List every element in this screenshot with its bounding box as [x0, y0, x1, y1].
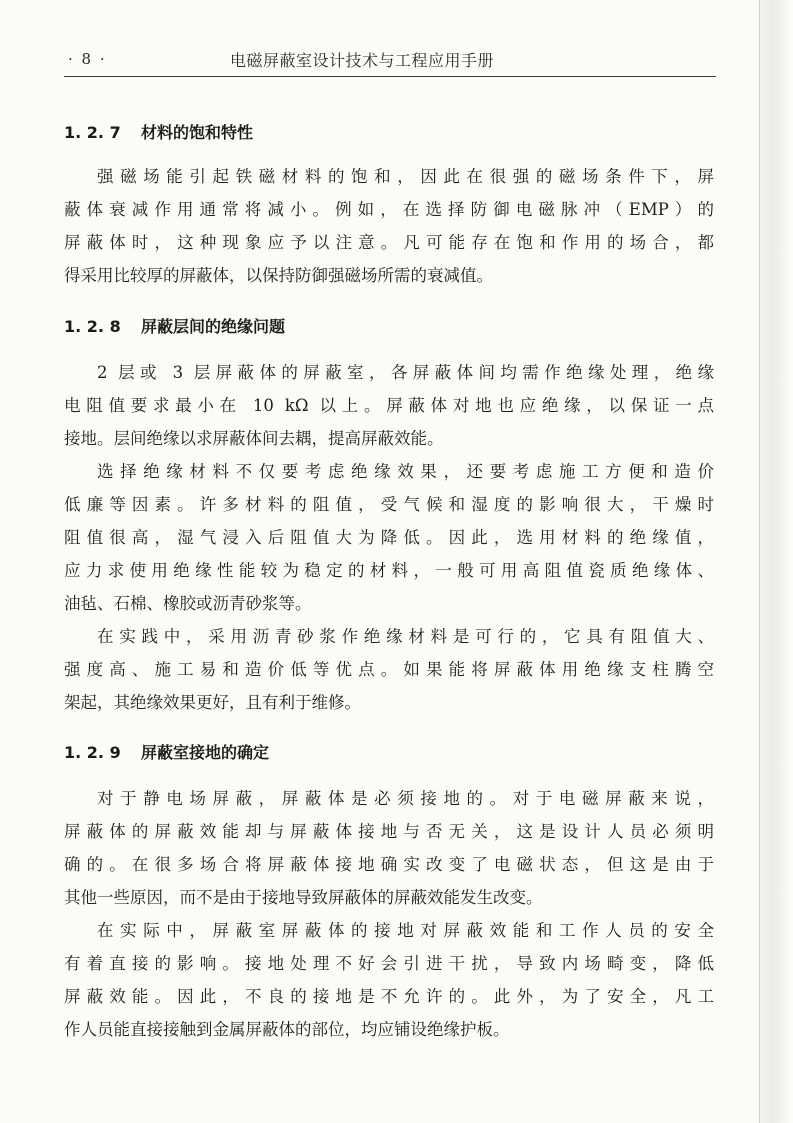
paragraph-line: 电阻值要求最小在 10 kΩ 以上。屏蔽体对地也应绝缘，以保证一点	[64, 396, 714, 415]
paragraph-line: 应力求使用绝缘性能较为稳定的材料，一般可用高阻值瓷质绝缘体、	[64, 561, 714, 580]
paragraph-line: 低廉等因素。许多材料的阻值，受气候和湿度的影响很大，干燥时	[64, 495, 714, 514]
section-heading-1-2-9	[64, 740, 269, 764]
paragraph-line: 屏蔽体的屏蔽效能却与屏蔽体接地与否无关，这是设计人员必须明	[64, 822, 714, 841]
paragraph-line: 在实践中，采用沥青砂浆作绝缘材料是可行的，它具有阻值大、	[97, 627, 714, 646]
paragraph-line: 得采用比较厚的屏蔽体，以保持防御强磁场所需的衰减值。	[64, 266, 493, 285]
paragraph-line: 蔽体衰减作用通常将减小。例如，在选择防御电磁脉冲（EMP）的	[64, 200, 714, 219]
running-header	[64, 44, 714, 74]
book-title: 电磁屏蔽室设计技术与工程应用手册	[230, 51, 495, 70]
paragraph-line: 确的。在很多场合将屏蔽体接地确实改变了电磁状态，但这是由于	[64, 855, 714, 874]
paragraph-line: 选择绝缘材料不仅要考虑绝缘效果，还要考虑施工方便和造价	[97, 462, 714, 481]
section-title: 屏蔽层间的绝缘问题	[141, 317, 286, 336]
paragraph-line: 对于静电场屏蔽，屏蔽体是必须接地的。对于电磁屏蔽来说，	[97, 789, 714, 808]
section-number: 1. 2. 7	[64, 123, 121, 142]
paragraph-line: 在实际中，屏蔽室屏蔽体的接地对屏蔽效能和工作人员的安全	[97, 921, 714, 940]
paragraph-line: 油毡、石棉、橡胶或沥青砂浆等。	[64, 594, 312, 613]
section-number: 1. 2. 8	[64, 317, 121, 336]
paragraph-line: 屏蔽体时，这种现象应予以注意。凡可能存在饱和作用的场合，都	[64, 233, 714, 252]
paragraph-line: 强磁场能引起铁磁材料的饱和，因此在很强的磁场条件下，屏	[97, 167, 714, 186]
section-heading-1-2-7	[64, 120, 253, 144]
paragraph-line: 屏蔽效能。因此，不良的接地是不允许的。此外，为了安全，凡工	[64, 987, 714, 1006]
paragraph-line: 作人员能直接接触到金属屏蔽体的部位，均应铺设绝缘护板。	[64, 1020, 510, 1039]
paragraph-line: 强度高、施工易和造价低等优点。如果能将屏蔽体用绝缘支柱腾空	[64, 660, 714, 679]
paragraph-line: 阻值很高，湿气浸入后阻值大为降低。因此，选用材料的绝缘值，	[64, 528, 714, 547]
paragraph-line: 架起，其绝缘效果更好，且有利于维修。	[64, 693, 361, 712]
paragraph-line: 有着直接的影响。接地处理不好会引进干扰，导致内场畸变，降低	[64, 954, 714, 973]
paragraph-line: 其他一些原因，而不是由于接地导致屏蔽体的屏蔽效能发生改变。	[64, 888, 543, 907]
page-binding-edge	[759, 0, 793, 1123]
paragraph-line: 接地。层间绝缘以求屏蔽体间去耦，提高屏蔽效能。	[64, 429, 444, 448]
section-heading-1-2-8	[64, 314, 285, 338]
section-title: 材料的饱和特性	[141, 123, 254, 142]
binding-edge-line	[759, 0, 760, 1123]
header-rule	[64, 76, 716, 77]
section-number: 1. 2. 9	[64, 743, 121, 762]
page-number: · 8 ·	[68, 50, 107, 68]
paragraph-line: 2 层或 3 层屏蔽体的屏蔽室，各屏蔽体间均需作绝缘处理，绝缘	[97, 363, 714, 382]
section-title: 屏蔽室接地的确定	[141, 743, 270, 762]
